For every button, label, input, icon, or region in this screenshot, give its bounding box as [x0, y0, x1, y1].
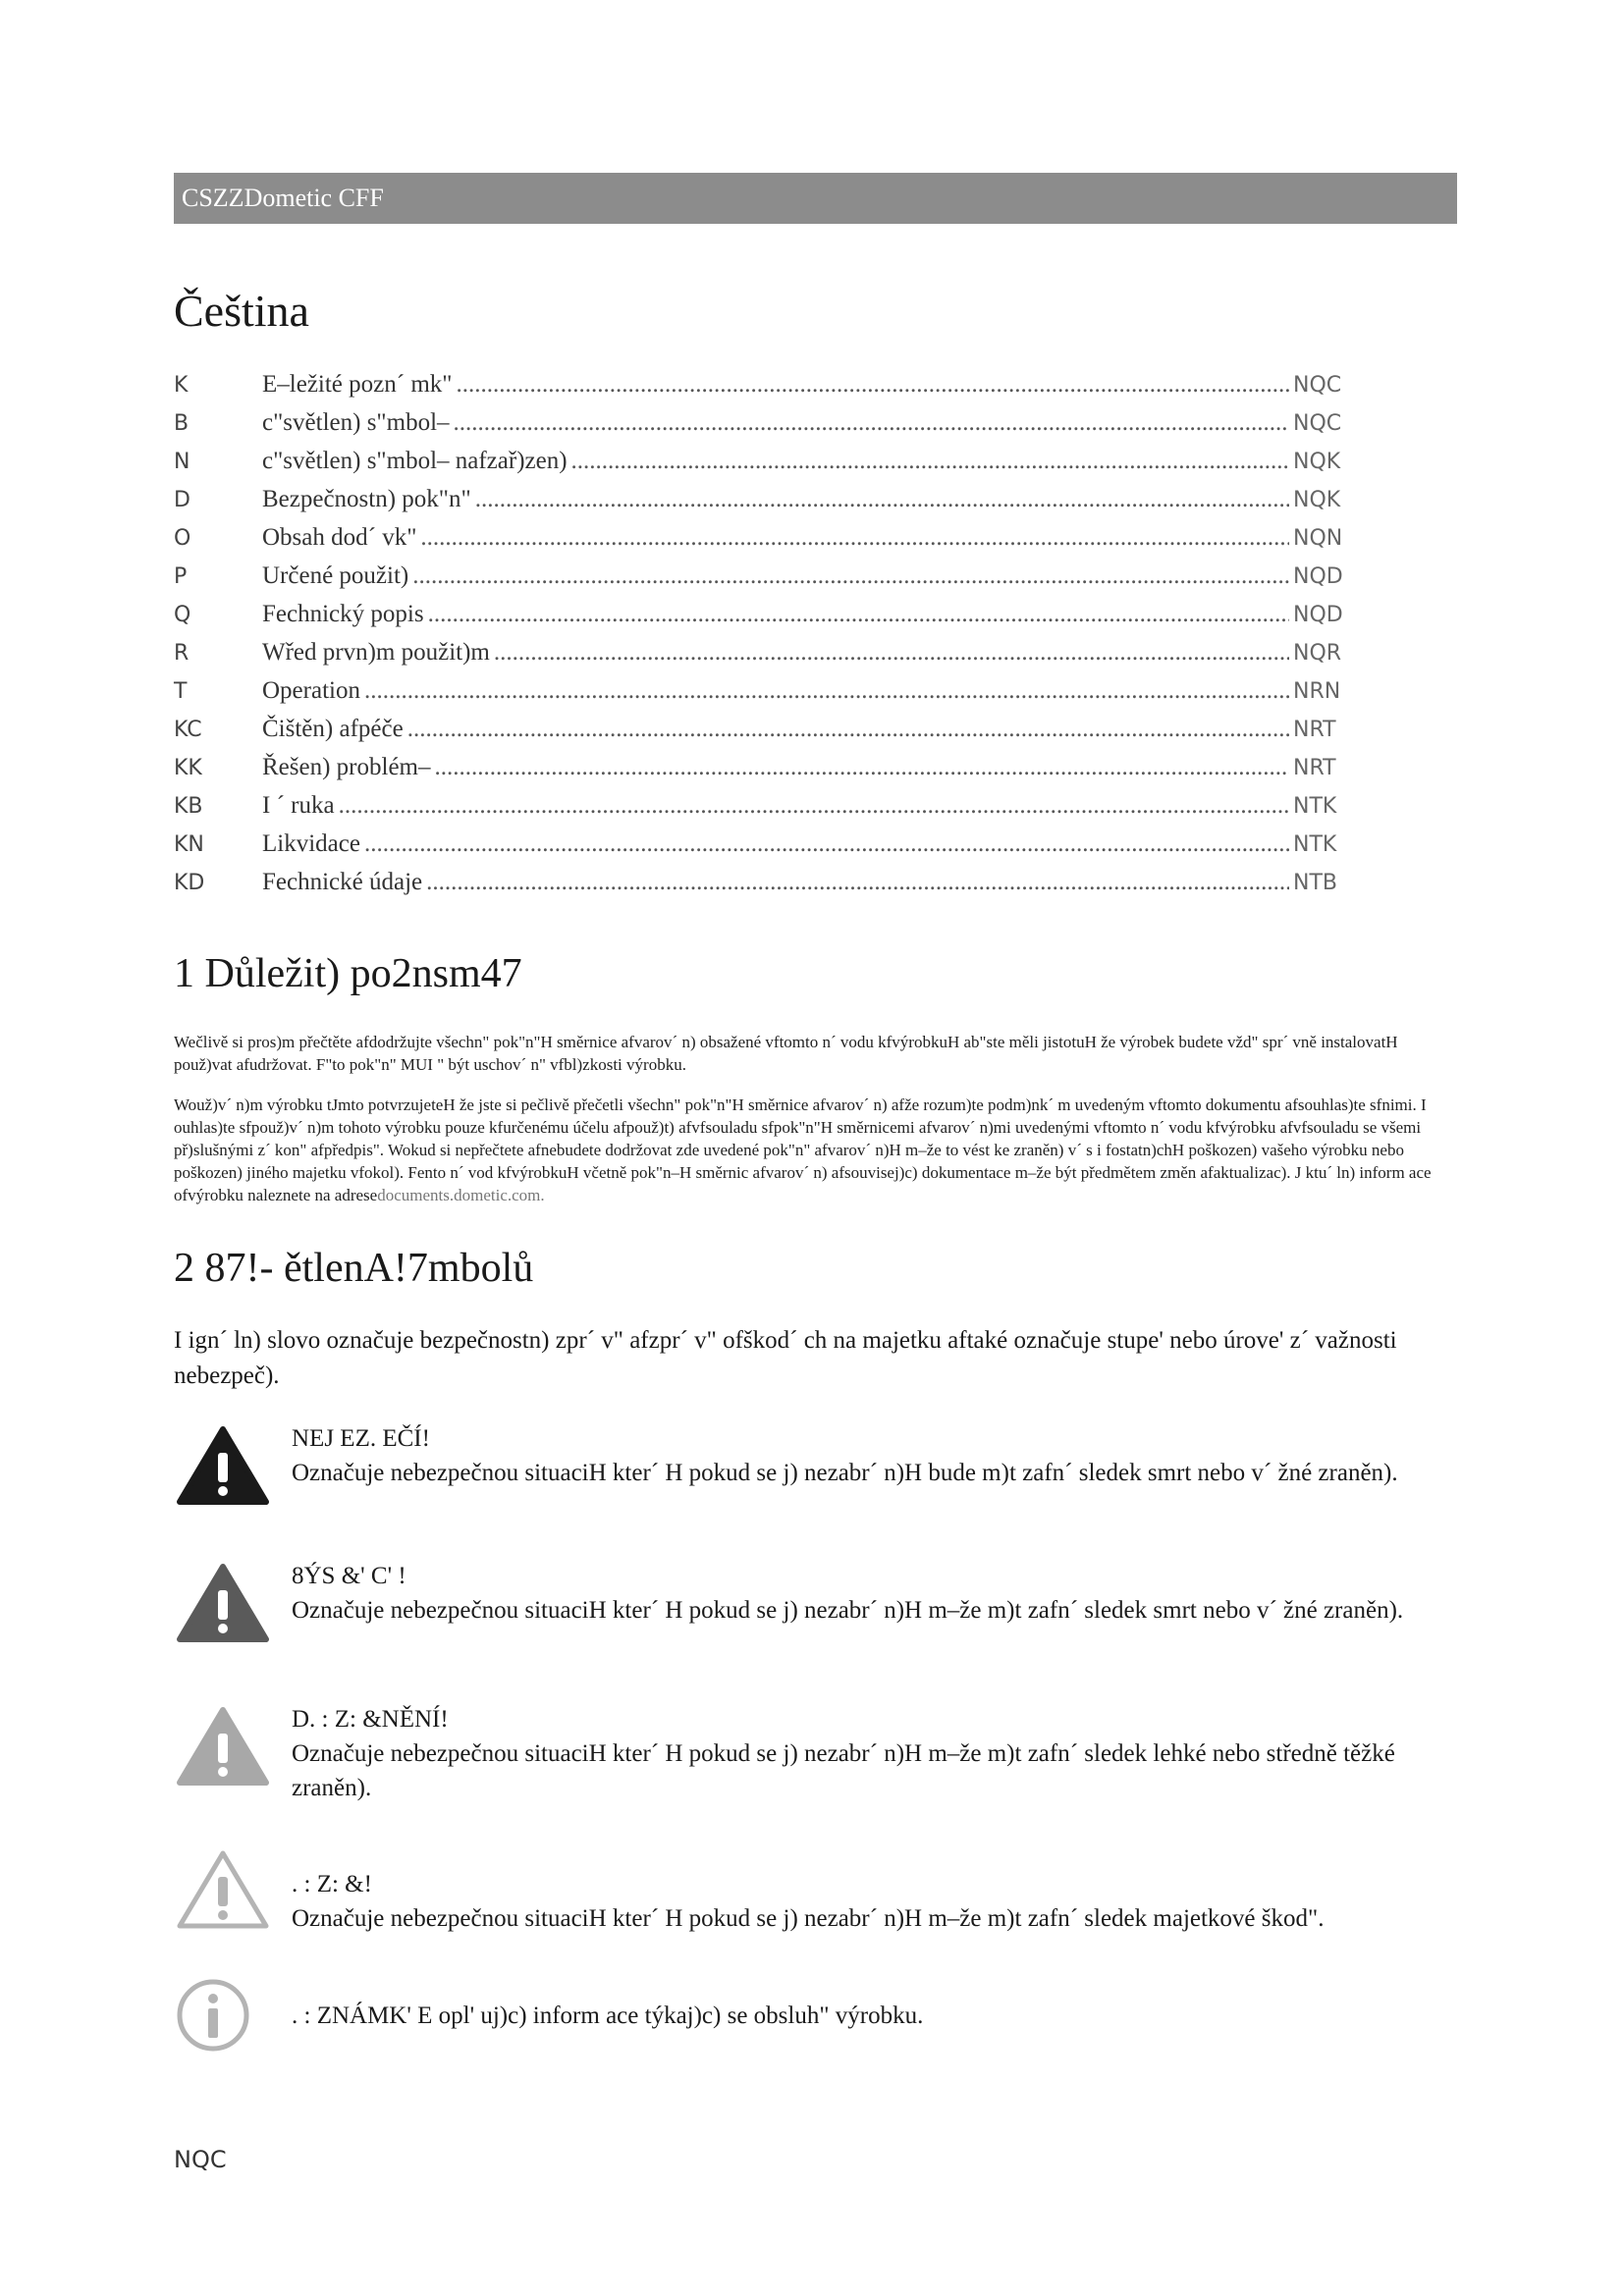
warning-icon: [174, 1559, 292, 1652]
toc-title: c"světlen) s"mbol–: [262, 409, 450, 436]
toc-page: NRT: [1293, 756, 1336, 780]
notice-property-text: Označuje nebezpečnou situaciH kter´ H pokud se j) nezabr´ n)H m–že m)t zafn´ sledek majetkové škod".: [292, 1905, 1325, 1932]
toc-title: E–ležité pozn´ mk": [262, 371, 453, 398]
toc-leader: [434, 754, 1289, 781]
section2-heading: 2 87!- ětlenA!7mbolů: [174, 1246, 534, 1291]
toc-title: Fechnické údaje: [262, 869, 423, 895]
toc-row[interactable]: [174, 486, 1352, 524]
toc-leader: [428, 601, 1289, 628]
toc-leader: [420, 524, 1289, 552]
toc-page: NTK: [1293, 832, 1337, 857]
toc-number: KD: [174, 871, 205, 895]
toc-row[interactable]: [174, 448, 1352, 486]
toc-title: Fechnický popis: [262, 601, 424, 627]
toc-page: NRT: [1293, 718, 1336, 742]
toc-leader: [475, 486, 1289, 513]
toc-title: Bezpečnostn) pok"n": [262, 486, 471, 512]
notice-note-text: E opl' uj)c) inform ace týkaj)c) se obsluh" výrobku.: [417, 2002, 924, 2029]
toc-page: NQN: [1293, 526, 1343, 551]
notice-caution-title: D. : Z: &NĚNÍ!: [292, 1706, 449, 1733]
toc-title: Čištěn) afpéče: [262, 716, 404, 742]
toc-page: NQC: [1293, 411, 1342, 436]
notice-danger: [174, 1421, 1460, 1515]
property-damage-icon: [174, 1845, 292, 1939]
section1-heading: 1 Důležit) po2nsm47: [174, 951, 522, 996]
toc-number: O: [174, 526, 191, 551]
toc-number: B: [174, 411, 189, 436]
toc-number: KB: [174, 794, 203, 819]
toc-number: KC: [174, 718, 202, 742]
toc-title: I ´ ruka: [262, 792, 335, 819]
toc-number: N: [174, 450, 190, 474]
notice-warning: [174, 1559, 1460, 1652]
toc-number: K: [174, 373, 189, 398]
notice-note-title: . : ZNÁMK': [292, 2002, 418, 2029]
notice-warning-title: 8ÝS &' C' !: [292, 1563, 406, 1589]
toc-page: NQR: [1293, 641, 1342, 666]
toc-row[interactable]: [174, 409, 1352, 448]
documents-link[interactable]: documents.dometic.com.: [377, 1186, 545, 1204]
toc-row[interactable]: [174, 792, 1352, 830]
toc-row[interactable]: [174, 754, 1352, 792]
toc-title: Řešen) problém–: [262, 754, 431, 780]
toc-row[interactable]: [174, 677, 1352, 716]
toc-title: Operation: [262, 677, 360, 704]
notice-danger-title: NEJ EZ. EČÍ!: [292, 1425, 430, 1452]
toc-row[interactable]: [174, 524, 1352, 562]
section1-para2: [174, 1094, 1460, 1206]
toc-title: c"světlen) s"mbol– nafzař)zen): [262, 448, 568, 474]
page-number: NQC: [174, 2146, 227, 2173]
notice-note: [174, 1971, 1460, 2064]
toc-number: R: [174, 641, 189, 666]
section1-para1: Wečlivě si pros)m přečtěte afdodržujte všechn" pok"n"H směrnice afvarov´ n) obsažené vftomto n´ vodu kfvýrobkuH ab"ste měli jistotuH že výrobek budete vžd" spr´ vně instalovatH použ)vat afudržovat. F"to pok"n" MUI " být uschov´ n" vfbl)zkosti výrobku.: [174, 1033, 1398, 1074]
toc-page: NQK: [1293, 450, 1341, 474]
toc-page: NQD: [1293, 564, 1343, 589]
header-bar: CSZZDometic CFF: [174, 173, 1457, 224]
toc-page: NRN: [1293, 679, 1341, 704]
section2-intro: I ign´ ln) slovo označuje bezpečnostn) zpr´ v" afzpr´ v" ofškod´ ch na majetku aftaké označuje stupe' nebo úrove' z´ važnosti nebezpeč).: [174, 1327, 1397, 1389]
toc-number: KN: [174, 832, 204, 857]
notice-caution-text: Označuje nebezpečnou situaciH kter´ H pokud se j) nezabr´ n)H m–že m)t zafn´ sledek lehké nebo středně těžké zraněn).: [292, 1740, 1395, 1801]
toc-leader: [364, 830, 1289, 858]
section1-para2-text: Wouž)v´ n)m výrobku tJmto potvrzujeteH že jste si pečlivě přečetli všechn" pok"n"H směrnice afvarov´ n) afže rozum)te podm)nk´ m uvedeným vftomto dokumentu afsouhlas)te sfnimi. I ouhlas)te sfpouž)v´ n)m tohoto výrobku pouze kfurčenému účelu afpouž)t) afvfsouladu sfpok"n"H směrnicemi afvarov´ n)mi uvedenými vftomto n´ vodu kfvýrobku afvfsouladu se všemi př)slušnými z´ kon" afpředpis". Wokud si nepřečtete afnebudete dodržovat zde uvedené pok"n" afvarov´ n)H m–že to vést ke zraněn) v´ s i fostatn)chH poškozen) vašeho výrobku nebo poškozen) jiného majetku vfokol). Fento n´ vod kfvýrobkuH včetně pok"n–H směrnic afvarov´ n) afsouvisej)c) dokumentace m–že být předmětem změn afaktualizac). J ktu´ ln) inform ace ofvýrobku naleznete na adrese: [174, 1095, 1432, 1204]
danger-warning-icon: [174, 1421, 292, 1515]
info-icon: [174, 1971, 292, 2064]
toc-page: NTB: [1293, 871, 1337, 895]
notice-caution: [174, 1702, 1460, 1805]
toc-page: NTK: [1293, 794, 1337, 819]
toc-row[interactable]: [174, 830, 1352, 869]
toc-number: T: [174, 679, 188, 704]
toc-row[interactable]: [174, 562, 1352, 601]
table-of-contents: [174, 371, 1352, 907]
toc-number: Q: [174, 603, 191, 627]
toc-page: NQC: [1293, 373, 1342, 398]
toc-leader: [339, 792, 1289, 820]
toc-row[interactable]: [174, 371, 1352, 409]
notice-danger-text: Označuje nebezpečnou situaciH kter´ H pokud se j) nezabr´ n)H bude m)t zafn´ sledek smrt nebo v´ žné zraněn).: [292, 1460, 1398, 1486]
toc-number: D: [174, 488, 190, 512]
toc-title: Obsah dod´ vk": [262, 524, 417, 551]
toc-leader: [426, 869, 1289, 896]
toc-leader: [364, 677, 1289, 705]
toc-title: Wřed prvn)m použit)m: [262, 639, 490, 666]
toc-page: NQD: [1293, 603, 1343, 627]
toc-leader: [571, 448, 1289, 475]
notice-property: [174, 1845, 1460, 1939]
toc-row[interactable]: [174, 639, 1352, 677]
toc-page: NQK: [1293, 488, 1341, 512]
page-title: Čeština: [174, 286, 309, 336]
toc-leader: [456, 371, 1289, 399]
toc-row[interactable]: [174, 716, 1352, 754]
toc-title: Určené použit): [262, 562, 409, 589]
toc-leader: [412, 562, 1289, 590]
toc-leader: [407, 716, 1289, 743]
toc-number: KK: [174, 756, 202, 780]
toc-number: P: [174, 564, 188, 589]
toc-title: Likvidace: [262, 830, 360, 857]
caution-icon: [174, 1702, 292, 1805]
toc-leader: [494, 639, 1289, 667]
notice-warning-text: Označuje nebezpečnou situaciH kter´ H pokud se j) nezabr´ n)H m–že m)t zafn´ sledek smrt nebo v´ žné zraněn).: [292, 1597, 1404, 1624]
toc-row[interactable]: [174, 601, 1352, 639]
notice-property-title: . : Z: &!: [292, 1871, 372, 1897]
toc-row[interactable]: [174, 869, 1352, 907]
toc-leader: [454, 409, 1289, 437]
